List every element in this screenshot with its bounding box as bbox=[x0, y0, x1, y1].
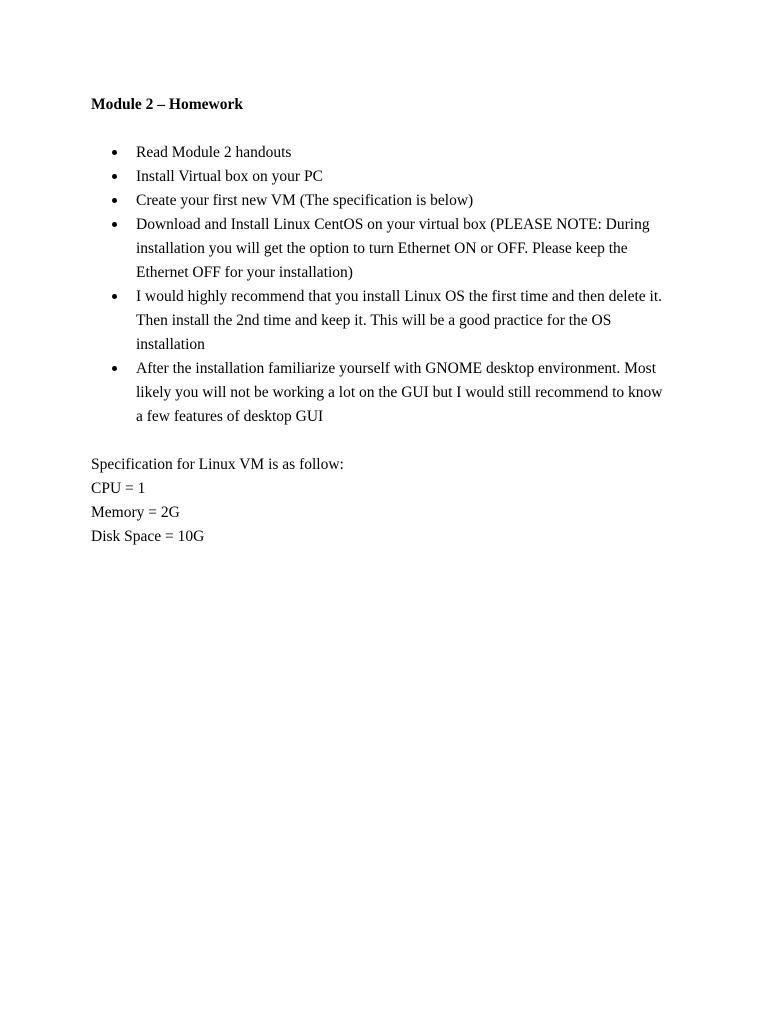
bullet-icon bbox=[112, 357, 122, 381]
bullet-icon bbox=[112, 141, 122, 165]
list-item bbox=[91, 141, 668, 165]
homework-task-list bbox=[91, 141, 668, 429]
task-text: Download and Install Linux CentOS on your virtual box (PLEASE NOTE: During installation you will get the option to turn Ethernet ON or OFF. Please keep the Ethernet OFF for your installation) bbox=[136, 216, 650, 281]
task-text: Install Virtual box on your PC bbox=[136, 168, 323, 185]
document-title: Module 2 – Homework bbox=[91, 96, 243, 113]
task-text: I would highly recommend that you install Linux OS the first time and then delete it. Then install the 2nd time and keep it. This will be a good practice for the OS installation bbox=[136, 288, 663, 353]
list-item bbox=[91, 357, 668, 429]
bullet-icon bbox=[112, 213, 122, 237]
bullet-icon bbox=[112, 189, 122, 213]
spec-disk: Disk Space = 10G bbox=[91, 528, 205, 545]
spec-memory: Memory = 2G bbox=[91, 504, 180, 521]
task-text: Read Module 2 handouts bbox=[136, 144, 292, 161]
list-item bbox=[91, 213, 668, 285]
task-text: After the installation familiarize yourself with GNOME desktop environment. Most likely you will not be working a lot on the GUI but I would still recommend to know a few features of desktop GUI bbox=[136, 360, 663, 425]
bullet-icon bbox=[112, 285, 122, 309]
task-text: Create your first new VM (The specification is below) bbox=[136, 192, 474, 209]
list-item bbox=[91, 165, 668, 189]
vm-specification bbox=[91, 453, 668, 549]
spec-cpu: CPU = 1 bbox=[91, 480, 146, 497]
spec-heading: Specification for Linux VM is as follow: bbox=[91, 456, 344, 473]
bullet-icon bbox=[112, 165, 122, 189]
list-item bbox=[91, 285, 668, 357]
list-item bbox=[91, 189, 668, 213]
